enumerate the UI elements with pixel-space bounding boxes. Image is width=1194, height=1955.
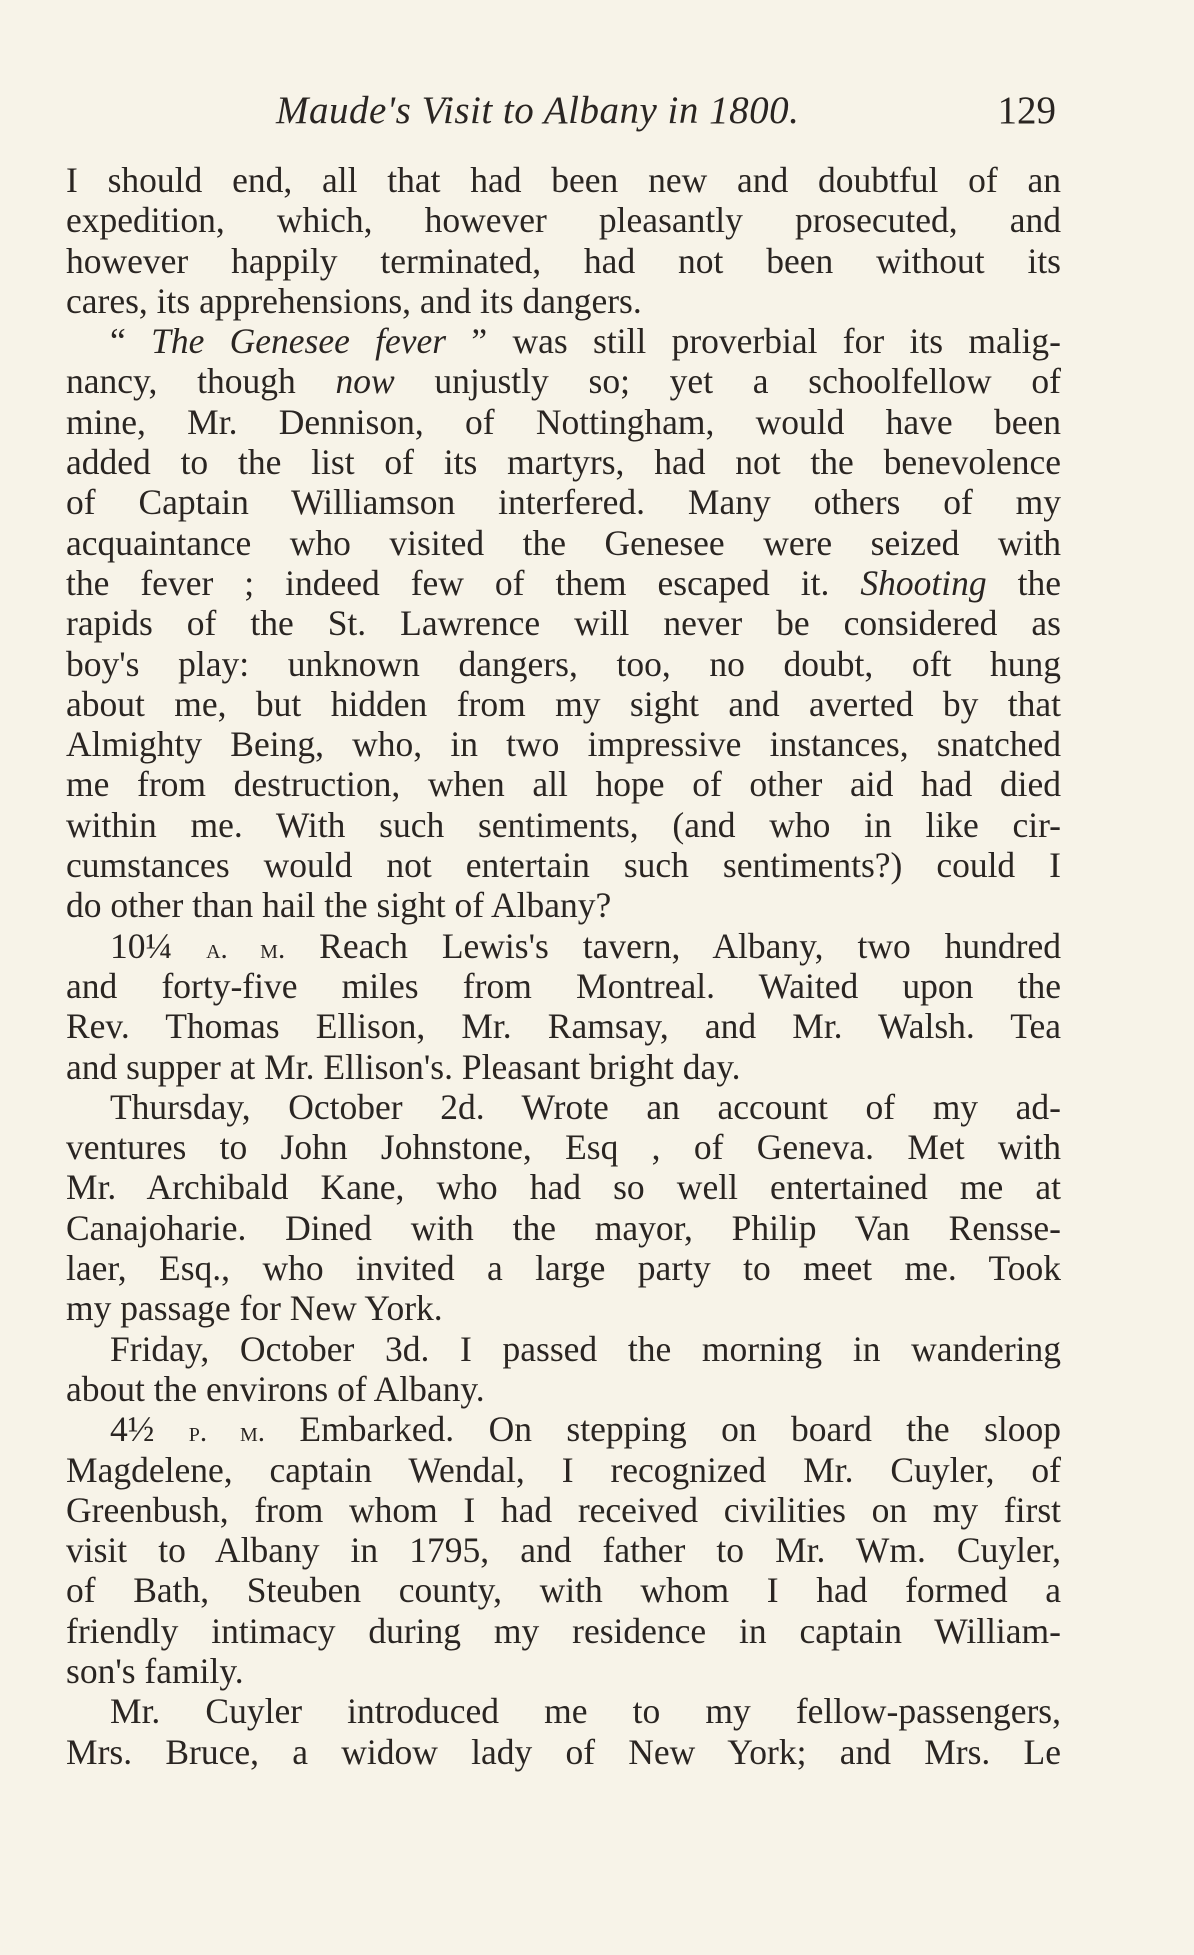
text-line: Mrs. Bruce, a widow lady of New York; and Mrs. Le [66,1731,1061,1772]
body-text [66,160,1061,1772]
text-line: Canajoharie. Dined with the mayor, Philip Van Rensse- [66,1207,1061,1248]
text-span: unjustly so; yet a schoolfellow of [394,361,1061,402]
text-line: I should end, all that had been new and doubtful of an [66,160,1061,200]
text-line: Greenbush, from whom I had received civilities on my first [66,1489,1061,1530]
text-line [66,361,1061,401]
text-line: son's family. [66,1650,244,1691]
italic-text: Shooting [860,562,987,603]
text-span: the [986,562,1062,603]
italic-text: The Genesee fever [151,321,447,362]
text-span: 10¼ [110,925,207,966]
text-span: “ [110,321,152,362]
italic-text: now [335,361,395,402]
page-number: 129 [997,89,1056,132]
text-line [66,1409,1061,1449]
text-line [66,926,1061,966]
text-line [66,321,1061,361]
text-line: cumstances would not entertain such sentiments?) could I [66,845,1061,886]
text-line: added to the list of its martyrs, had not the benevolence [66,442,1061,483]
running-title: Maude's Visit to Albany in 1800. [276,89,800,132]
text-span: ” was still proverbial for its malig- [446,321,1061,362]
text-line: expedition, which, however pleasantly prosecuted, and [66,200,1061,241]
text-span: the fever ; indeed few of them escaped it. [66,562,861,603]
text-line: Mr. Cuyler introduced me to my fellow-passengers, [110,1691,1061,1732]
text-span: Embarked. On stepping on board the sloop [265,1409,1061,1450]
text-line: friendly intimacy during my residence in captain William- [66,1610,1061,1651]
text-line: Rev. Thomas Ellison, Mr. Ramsay, and Mr. Walsh. Tea [66,1006,1061,1047]
text-line: and forty-five miles from Montreal. Waited upon the [66,965,1061,1006]
text-line: Thursday, October 2d. Wrote an account of my ad- [110,1086,1061,1127]
text-line: of Bath, Steuben county, with whom I had formed a [66,1570,1061,1611]
text-line: Magdelene, captain Wendal, I recognized Mr. Cuyler, of [66,1449,1061,1490]
text-span: Reach Lewis's tavern, Albany, two hundred [285,925,1062,966]
text-line: of Captain Williamson interfered. Many others of my [66,482,1061,523]
text-line: acquaintance who visited the Genesee were seized with [66,522,1061,563]
text-line: boy's play: unknown dangers, too, no doubt, oft hung [66,643,1061,684]
text-line: my passage for New York. [66,1288,443,1329]
text-line [66,563,1061,603]
text-line: ventures to John Johnstone, Esq , of Geneva. Met with [66,1127,1061,1168]
text-span: 4½ [110,1409,189,1450]
text-line: and supper at Mr. Ellison's. Pleasant bright day. [66,1046,741,1087]
text-line: about the environs of Albany. [66,1368,485,1409]
small-caps-text: p. m. [188,1416,265,1449]
text-line: however happily terminated, had not been without its [66,240,1061,281]
small-caps-text: a. m. [206,932,286,965]
text-line: rapids of the St. Lawrence will never be considered as [66,603,1061,644]
text-span: nancy, though [66,361,336,402]
text-line: about me, but hidden from my sight and averted by that [66,683,1061,724]
text-line: Mr. Archibald Kane, who had so well entertained me at [66,1167,1061,1208]
text-line: me from destruction, when all hope of other aid had died [66,764,1061,805]
text-line: Friday, October 3d. I passed the morning in wandering [110,1328,1061,1369]
text-line: laer, Esq., who invited a large party to meet me. Took [66,1248,1061,1289]
text-line: Almighty Being, who, in two impressive instances, snatched [66,724,1061,765]
text-line: within me. With such sentiments, (and who in like cir- [66,804,1061,845]
text-line: visit to Albany in 1795, and father to Mr. Wm. Cuyler, [66,1530,1061,1571]
text-line: do other than hail the sight of Albany? [66,885,612,926]
text-line: cares, its apprehensions, and its dangers. [66,280,642,321]
page-header [66,88,1056,136]
text-line: mine, Mr. Dennison, of Nottingham, would have been [66,401,1061,442]
